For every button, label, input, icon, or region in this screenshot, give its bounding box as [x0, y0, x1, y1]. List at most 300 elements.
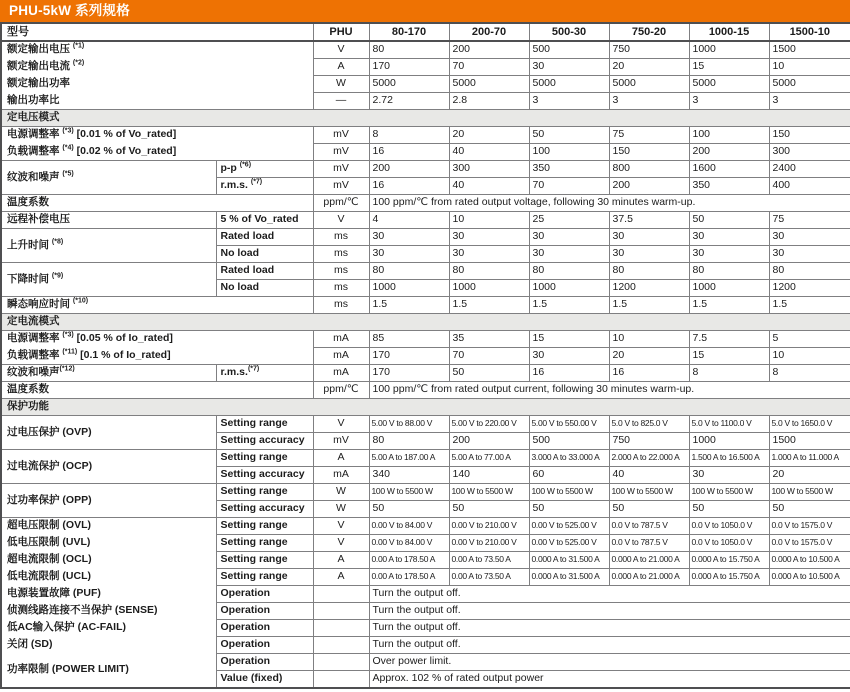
row-label: 过电流保护 (OCP): [1, 450, 216, 484]
unit-cell: ms: [313, 280, 369, 297]
spec-value: 3: [769, 93, 850, 110]
spec-value: 20: [609, 348, 689, 365]
spec-value: 1.000 A to 11.000 A: [769, 450, 850, 467]
row-sublabel: Operation: [216, 637, 313, 654]
row-label: 电源装置故障 (PUF): [1, 586, 216, 603]
spec-value: 0.0 V to 1050.0 V: [689, 535, 769, 552]
spec-value: 70: [449, 348, 529, 365]
unit-cell: W: [313, 501, 369, 518]
spec-row: [1, 348, 850, 365]
spec-value: 5000: [609, 76, 689, 93]
spec-value: Turn the output off.: [369, 637, 850, 654]
spec-value: 50: [449, 365, 529, 382]
spec-value: 200: [449, 433, 529, 450]
row-label: 瞬态响应时间 $^{(*10)}$: [1, 297, 313, 314]
row-label: 侦测线路连接不当保护 (SENSE): [1, 603, 216, 620]
unit-cell: W: [313, 76, 369, 93]
row-label: 远程补偿电压: [1, 212, 216, 229]
row-sublabel: r.m.s.$^{(*7)}$: [216, 365, 313, 382]
row-sublabel: Setting range: [216, 552, 313, 569]
spec-value: 80: [369, 41, 449, 59]
spec-value: 400: [769, 178, 850, 195]
spec-value: 2.72: [369, 93, 449, 110]
spec-row: [1, 450, 850, 467]
unit-cell: ms: [313, 246, 369, 263]
unit-cell: A: [313, 552, 369, 569]
row-sublabel: No load: [216, 246, 313, 263]
spec-value: 75: [769, 212, 850, 229]
spec-row: [1, 518, 850, 535]
spec-value: 0.000 A to 21.000 A: [609, 552, 689, 569]
spec-value: 1000: [689, 280, 769, 297]
spec-row: [1, 654, 850, 671]
row-label: 输出功率比: [1, 93, 313, 110]
spec-value: 30: [769, 229, 850, 246]
spec-value: 3: [609, 93, 689, 110]
spec-value: 200: [449, 41, 529, 59]
spec-value: 5000: [689, 76, 769, 93]
spec-value: 80: [769, 263, 850, 280]
section-title: 定电压模式: [1, 110, 850, 127]
spec-row: [1, 144, 850, 161]
spec-value: 1.5: [689, 297, 769, 314]
spec-value: 100 W to 5500 W: [529, 484, 609, 501]
spec-row: [1, 212, 850, 229]
spec-value: 5.0 V to 825.0 V: [609, 416, 689, 433]
spec-value: 30: [449, 246, 529, 263]
row-label: 上升时间 $^{(*8)}$: [1, 229, 216, 263]
spec-value: 50: [609, 501, 689, 518]
spec-value: 30: [529, 59, 609, 76]
spec-row: [1, 127, 850, 144]
spec-value: 1.5: [769, 297, 850, 314]
spec-value: 1200: [609, 280, 689, 297]
column-header: PHU: [313, 23, 369, 41]
row-sublabel: Operation: [216, 603, 313, 620]
spec-value: 30: [529, 246, 609, 263]
row-label: 额定输出功率: [1, 76, 313, 93]
spec-row: [1, 331, 850, 348]
spec-value: 1.5: [369, 297, 449, 314]
row-sublabel: Rated load: [216, 263, 313, 280]
spec-value: 5000: [369, 76, 449, 93]
unit-cell: ppm/℃: [313, 195, 369, 212]
row-sublabel: Setting range: [216, 569, 313, 586]
row-sublabel: Setting accuracy: [216, 501, 313, 518]
spec-value: 30: [689, 246, 769, 263]
spec-value: 100 W to 5500 W: [609, 484, 689, 501]
row-sublabel: Setting range: [216, 535, 313, 552]
spec-value: 30: [369, 246, 449, 263]
spec-value: 30: [769, 246, 850, 263]
unit-cell: V: [313, 535, 369, 552]
unit-cell: mA: [313, 348, 369, 365]
spec-value: 0.000 A to 15.750 A: [689, 552, 769, 569]
spec-row: [1, 586, 850, 603]
spec-value: 750: [609, 433, 689, 450]
spec-value: 0.0 V to 787.5 V: [609, 518, 689, 535]
spec-value: 50: [769, 501, 850, 518]
row-sublabel: Setting range: [216, 484, 313, 501]
unit-cell: mA: [313, 467, 369, 484]
footnote-marker: (*7): [247, 365, 260, 373]
series-title: PHU-5kW 系列规格: [9, 3, 130, 18]
spec-value: 5.0 V to 1100.0 V: [689, 416, 769, 433]
footnote-marker: (*11): [62, 348, 78, 356]
row-label: 温度系数: [1, 382, 313, 399]
spec-value: 350: [529, 161, 609, 178]
spec-value: 5000: [449, 76, 529, 93]
unit-cell: mV: [313, 178, 369, 195]
spec-row: [1, 416, 850, 433]
row-label: 功率限制 (POWER LIMIT): [1, 654, 216, 689]
spec-value: 800: [609, 161, 689, 178]
spec-value: 70: [529, 178, 609, 195]
spec-value: 170: [369, 348, 449, 365]
spec-value: 200: [609, 178, 689, 195]
spec-value: 150: [609, 144, 689, 161]
spec-value: 170: [369, 59, 449, 76]
header-row: [1, 23, 850, 41]
spec-value: 10: [609, 331, 689, 348]
unit-cell: ms: [313, 297, 369, 314]
unit-cell: —: [313, 93, 369, 110]
spec-value: 70: [449, 59, 529, 76]
unit-cell: [313, 637, 369, 654]
spec-value: 80: [529, 263, 609, 280]
spec-value: 5000: [529, 76, 609, 93]
footnote-marker: (*1): [72, 42, 85, 50]
unit-cell: ms: [313, 229, 369, 246]
row-label: 超电流限制 (OCL): [1, 552, 216, 569]
spec-value: 0.000 A to 31.500 A: [529, 569, 609, 586]
row-sublabel: Setting accuracy: [216, 467, 313, 484]
spec-value: 100 ppm/℃ from rated output voltage, following 30 minutes warm-up.: [369, 195, 850, 212]
spec-value: 1500: [769, 41, 850, 59]
section-row: [1, 399, 850, 416]
row-label: 负载调整率 $^{(*4)}$ [0.02 % of Vo_rated]: [1, 144, 313, 161]
spec-value: Turn the output off.: [369, 603, 850, 620]
column-header: 750-20: [609, 23, 689, 41]
spec-value: 8: [369, 127, 449, 144]
footnote-marker: (*9): [51, 272, 64, 280]
spec-value: 50: [689, 501, 769, 518]
row-sublabel: Setting range: [216, 518, 313, 535]
row-label: 过功率保护 (OPP): [1, 484, 216, 518]
spec-value: 30: [689, 229, 769, 246]
spec-value: 3.000 A to 33.000 A: [529, 450, 609, 467]
spec-value: 50: [369, 501, 449, 518]
spec-value: 0.000 A to 10.500 A: [769, 569, 850, 586]
spec-value: 1.5: [449, 297, 529, 314]
row-label: 额定输出电压 $^{(*1)}$: [1, 41, 313, 59]
column-header: 80-170: [369, 23, 449, 41]
footnote-marker: (*5): [62, 170, 74, 178]
spec-row: [1, 229, 850, 246]
row-sublabel: Setting accuracy: [216, 433, 313, 450]
spec-value: 500: [529, 41, 609, 59]
spec-value: 10: [769, 59, 850, 76]
row-sublabel: Operation: [216, 586, 313, 603]
spec-value: 1000: [689, 41, 769, 59]
spec-value: 50: [689, 212, 769, 229]
spec-value: 5.00 A to 77.00 A: [449, 450, 529, 467]
spec-value: 0.0 V to 1575.0 V: [769, 518, 850, 535]
row-label: 温度系数: [1, 195, 313, 212]
spec-value: 100: [529, 144, 609, 161]
spec-value: 100 W to 5500 W: [369, 484, 449, 501]
spec-value: 5.00 V to 88.00 V: [369, 416, 449, 433]
unit-cell: [313, 603, 369, 620]
spec-value: 1200: [769, 280, 850, 297]
unit-cell: [313, 620, 369, 637]
spec-value: Turn the output off.: [369, 586, 850, 603]
spec-value: 0.000 A to 31.500 A: [529, 552, 609, 569]
spec-value: 8: [689, 365, 769, 382]
spec-value: 85: [369, 331, 449, 348]
footnote-marker: (*8): [51, 238, 64, 246]
spec-value: 2.8: [449, 93, 529, 110]
spec-value: 30: [369, 229, 449, 246]
spec-value: 0.000 A to 21.000 A: [609, 569, 689, 586]
row-label: 电源调整率 $^{(*3)}$ [0.05 % of Io_rated]: [1, 331, 313, 348]
spec-value: 750: [609, 41, 689, 59]
spec-value: 0.0 V to 1575.0 V: [769, 535, 850, 552]
row-sublabel: Value (fixed): [216, 671, 313, 689]
spec-value: 16: [609, 365, 689, 382]
spec-value: 20: [449, 127, 529, 144]
footnote-marker: (*12): [59, 365, 75, 373]
spec-value: 0.00 V to 210.00 V: [449, 518, 529, 535]
row-sublabel: Operation: [216, 654, 313, 671]
spec-value: 30: [449, 229, 529, 246]
row-label: 超电压限制 (OVL): [1, 518, 216, 535]
spec-value: 80: [369, 263, 449, 280]
row-label: 低电压限制 (UVL): [1, 535, 216, 552]
unit-cell: mV: [313, 433, 369, 450]
spec-value: 16: [369, 178, 449, 195]
spec-row: [1, 620, 850, 637]
spec-row: [1, 535, 850, 552]
spec-table-body: [1, 23, 850, 688]
spec-value: 200: [369, 161, 449, 178]
spec-value: 0.00 V to 525.00 V: [529, 518, 609, 535]
footnote-marker: (*2): [72, 59, 85, 67]
row-sublabel: Setting range: [216, 416, 313, 433]
spec-value: 30: [529, 229, 609, 246]
row-sublabel: r.m.s. $^{(*7)}$: [216, 178, 313, 195]
spec-row: [1, 195, 850, 212]
column-header: 1000-15: [689, 23, 769, 41]
footnote-marker: (*7): [250, 178, 263, 186]
spec-value: 5.0 V to 1650.0 V: [769, 416, 850, 433]
unit-cell: [313, 654, 369, 671]
spec-value: 1.5: [609, 297, 689, 314]
spec-value: 80: [689, 263, 769, 280]
spec-value: 0.00 A to 178.50 A: [369, 569, 449, 586]
spec-value: Turn the output off.: [369, 620, 850, 637]
footnote-marker: (*6): [239, 161, 252, 169]
section-title: 定电流模式: [1, 314, 850, 331]
row-sublabel: p-p $^{(*6)}$: [216, 161, 313, 178]
spec-value: 10: [449, 212, 529, 229]
spec-table: [0, 22, 850, 689]
spec-row: [1, 41, 850, 59]
spec-value: 140: [449, 467, 529, 484]
spec-value: 0.000 A to 10.500 A: [769, 552, 850, 569]
spec-value: 0.0 V to 1050.0 V: [689, 518, 769, 535]
unit-cell: mV: [313, 144, 369, 161]
spec-value: 1000: [529, 280, 609, 297]
row-label: 负载调整率 $^{(*11)}$ [0.1 % of Io_rated]: [1, 348, 313, 365]
spec-row: [1, 297, 850, 314]
unit-cell: V: [313, 416, 369, 433]
spec-value: 1500: [769, 433, 850, 450]
unit-cell: ms: [313, 263, 369, 280]
spec-value: 170: [369, 365, 449, 382]
spec-value: 0.00 V to 84.00 V: [369, 535, 449, 552]
spec-value: 100: [689, 127, 769, 144]
spec-value: 1600: [689, 161, 769, 178]
row-sublabel: Setting range: [216, 450, 313, 467]
spec-value: 80: [609, 263, 689, 280]
footnote-marker: (*3): [62, 127, 74, 135]
unit-cell: [313, 671, 369, 689]
spec-value: 16: [369, 144, 449, 161]
spec-value: 30: [609, 229, 689, 246]
spec-value: 150: [769, 127, 850, 144]
spec-value: 200: [689, 144, 769, 161]
spec-value: 0.00 V to 525.00 V: [529, 535, 609, 552]
spec-value: Approx. 102 % of rated output power: [369, 671, 850, 689]
spec-value: 80: [369, 433, 449, 450]
spec-value: 340: [369, 467, 449, 484]
spec-value: 80: [449, 263, 529, 280]
spec-value: 7.5: [689, 331, 769, 348]
spec-row: [1, 76, 850, 93]
spec-row: [1, 569, 850, 586]
unit-cell: mA: [313, 365, 369, 382]
spec-row: [1, 552, 850, 569]
row-label: 下降时间 $^{(*9)}$: [1, 263, 216, 297]
spec-value: Over power limit.: [369, 654, 850, 671]
spec-value: 100 W to 5500 W: [689, 484, 769, 501]
spec-value: 0.000 A to 15.750 A: [689, 569, 769, 586]
spec-value: 15: [689, 348, 769, 365]
spec-value: 300: [449, 161, 529, 178]
series-title-bar: [0, 0, 850, 22]
spec-row: [1, 365, 850, 382]
unit-cell: A: [313, 59, 369, 76]
column-header: 1500-10: [769, 23, 850, 41]
row-sublabel: Rated load: [216, 229, 313, 246]
footnote-marker: (*4): [62, 144, 74, 152]
column-header: 型号: [1, 23, 313, 41]
spec-value: 40: [449, 178, 529, 195]
unit-cell: mA: [313, 331, 369, 348]
spec-value: 30: [689, 467, 769, 484]
column-header: 200-70: [449, 23, 529, 41]
spec-value: 5.00 V to 220.00 V: [449, 416, 529, 433]
spec-value: 3: [689, 93, 769, 110]
unit-cell: [313, 586, 369, 603]
spec-value: 16: [529, 365, 609, 382]
spec-value: 4: [369, 212, 449, 229]
row-label: 额定输出电流 $^{(*2)}$: [1, 59, 313, 76]
spec-value: 5.00 V to 550.00 V: [529, 416, 609, 433]
spec-value: 100 W to 5500 W: [769, 484, 850, 501]
spec-value: 15: [529, 331, 609, 348]
unit-cell: W: [313, 484, 369, 501]
spec-row: [1, 603, 850, 620]
spec-value: 5: [769, 331, 850, 348]
spec-value: 60: [529, 467, 609, 484]
section-row: [1, 110, 850, 127]
spec-value: 75: [609, 127, 689, 144]
spec-value: 37.5: [609, 212, 689, 229]
row-label: 低电流限制 (UCL): [1, 569, 216, 586]
row-label: 过电压保护 (OVP): [1, 416, 216, 450]
spec-value: 5.00 A to 187.00 A: [369, 450, 449, 467]
unit-cell: A: [313, 450, 369, 467]
row-sublabel: Operation: [216, 620, 313, 637]
footnote-marker: (*10): [72, 297, 89, 305]
spec-value: 10: [769, 348, 850, 365]
spec-value: 50: [529, 127, 609, 144]
unit-cell: mV: [313, 127, 369, 144]
spec-value: 8: [769, 365, 850, 382]
column-header: 500-30: [529, 23, 609, 41]
spec-value: 0.00 A to 73.50 A: [449, 569, 529, 586]
unit-cell: V: [313, 41, 369, 59]
row-label: 关闭 (SD): [1, 637, 216, 654]
spec-value: 2400: [769, 161, 850, 178]
spec-value: 20: [769, 467, 850, 484]
spec-value: 0.00 V to 210.00 V: [449, 535, 529, 552]
spec-row: [1, 263, 850, 280]
spec-value: 40: [609, 467, 689, 484]
spec-value: 0.0 V to 787.5 V: [609, 535, 689, 552]
row-label: 电源调整率 $^{(*3)}$ [0.01 % of Vo_rated]: [1, 127, 313, 144]
spec-value: 0.00 A to 73.50 A: [449, 552, 529, 569]
spec-value: 300: [769, 144, 850, 161]
spec-value: 20: [609, 59, 689, 76]
spec-value: 15: [689, 59, 769, 76]
spec-value: 30: [529, 348, 609, 365]
footnote-marker: (*3): [62, 331, 74, 339]
spec-value: 2.000 A to 22.000 A: [609, 450, 689, 467]
spec-value: 0.00 A to 178.50 A: [369, 552, 449, 569]
spec-value: 25: [529, 212, 609, 229]
section-title: 保护功能: [1, 399, 850, 416]
spec-value: 5000: [769, 76, 850, 93]
spec-value: 100 ppm/℃ from rated output current, following 30 minutes warm-up.: [369, 382, 850, 399]
spec-row: [1, 637, 850, 654]
spec-row: [1, 59, 850, 76]
spec-value: 50: [449, 501, 529, 518]
spec-value: 500: [529, 433, 609, 450]
row-label: 纹波和噪声$^{(*12)}$: [1, 365, 216, 382]
row-sublabel: No load: [216, 280, 313, 297]
unit-cell: V: [313, 212, 369, 229]
spec-value: 40: [449, 144, 529, 161]
row-label: 低AC输入保护 (AC-FAIL): [1, 620, 216, 637]
spec-value: 3: [529, 93, 609, 110]
spec-row: [1, 161, 850, 178]
unit-cell: A: [313, 569, 369, 586]
unit-cell: ppm/℃: [313, 382, 369, 399]
spec-row: [1, 93, 850, 110]
